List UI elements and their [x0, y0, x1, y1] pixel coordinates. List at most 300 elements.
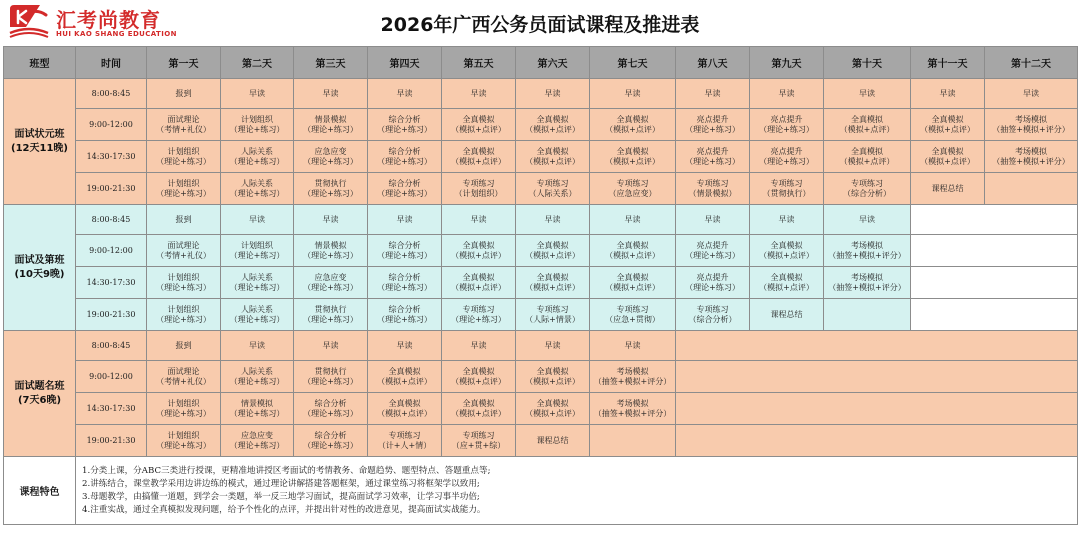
session-detail: （理论+练习）: [685, 156, 740, 166]
session-topic: 全真模拟: [536, 146, 569, 156]
session-cell: [294, 141, 368, 173]
session-topic: 早读: [470, 214, 487, 224]
session-cell: [676, 205, 750, 235]
session-topic: 全真模拟: [931, 146, 964, 156]
session-cell: [750, 79, 824, 109]
schedule-row: [4, 173, 1078, 205]
session-cell: [824, 299, 911, 331]
session-detail: （理论+练习）: [156, 440, 211, 450]
session-cell: [442, 109, 516, 141]
session-cell: [590, 141, 676, 173]
session-detail: （模拟+点评）: [920, 156, 975, 166]
header-day: 第十一天: [911, 47, 985, 79]
session-cell: [368, 235, 442, 267]
session-topic: 早读: [624, 214, 641, 224]
session-cell: [147, 299, 221, 331]
header-day: 第十天: [824, 47, 911, 79]
session-cell: [442, 299, 516, 331]
session-cell: [590, 205, 676, 235]
session-topic: 早读: [544, 214, 561, 224]
session-topic: 早读: [396, 88, 413, 98]
session-topic: 早读: [859, 88, 875, 98]
session-detail: （模拟+点评）: [451, 156, 506, 166]
session-detail: （理论+练习）: [303, 188, 358, 198]
feature-line: 2.讲练结合，课堂教学采用边讲边练的模式，通过理论讲解搭建答题框架，通过课堂练习将框架学以致用;: [82, 478, 480, 489]
session-detail: （计+人+情）: [377, 440, 432, 450]
feature-line: 4.注重实战，通过全真模拟发现问题，给予个性化的点评，并提出针对性的改进意见，提高面试实战能力。: [82, 504, 486, 515]
schedule-row: [4, 109, 1078, 141]
session-cell: [442, 361, 516, 393]
features-row: [4, 457, 1078, 525]
session-topic: 课程总结: [770, 309, 803, 319]
session-cell: [368, 79, 442, 109]
session-topic: 亮点提升: [770, 146, 803, 156]
session-topic: 专项练习: [462, 430, 495, 440]
session-topic: 计划组织: [167, 146, 200, 156]
session-detail: （模拟+点评）: [377, 408, 432, 418]
session-topic: 早读: [624, 88, 641, 98]
session-cell: [442, 205, 516, 235]
session-detail: （理论+练习）: [377, 156, 432, 166]
header-day: 第二天: [221, 47, 294, 79]
time-slot: 9:00-12:00: [76, 109, 147, 141]
session-detail: （抽签+模拟+评分）: [828, 282, 906, 292]
session-topic: 早读: [322, 340, 339, 350]
session-detail: （理论+练习）: [156, 188, 211, 198]
session-cell: [750, 267, 824, 299]
session-topic: 全真模拟: [462, 366, 495, 376]
session-topic: 早读: [544, 88, 561, 98]
session-detail: （模拟+点评）: [605, 124, 660, 134]
session-cell: [221, 361, 294, 393]
session-topic: 综合分析: [388, 178, 421, 188]
session-topic: 早读: [470, 88, 487, 98]
time-slot: 19:00-21:30: [76, 299, 147, 331]
session-cell: [368, 267, 442, 299]
session-detail: （模拟+点评）: [451, 408, 506, 418]
session-detail: （模拟+点评）: [451, 282, 506, 292]
session-topic: 人际关系: [241, 146, 273, 156]
schedule-row: [4, 205, 1078, 235]
session-cell: [147, 425, 221, 457]
header-class-type: 班型: [4, 47, 76, 79]
session-cell: [676, 299, 750, 331]
session-topic: 全真模拟: [536, 366, 569, 376]
session-detail: （模拟+点评）: [525, 408, 580, 418]
schedule-row: [4, 361, 1078, 393]
session-detail: （模拟+点评）: [920, 124, 975, 134]
session-detail: （模拟+点评）: [451, 376, 506, 386]
header-day: 第一天: [147, 47, 221, 79]
page-title: 2026年广西公务员面试课程及推进表: [380, 14, 700, 36]
session-detail: （理论+练习）: [303, 376, 358, 386]
header-time: 时间: [76, 47, 147, 79]
session-cell: [294, 425, 368, 457]
session-cell: [147, 267, 221, 299]
session-topic: 早读: [249, 214, 265, 224]
session-cell: [750, 299, 824, 331]
session-topic: 全真模拟: [536, 240, 569, 250]
session-topic: 全真模拟: [770, 272, 803, 282]
session-topic: 早读: [249, 88, 265, 98]
session-detail: （计划组织）: [454, 188, 503, 198]
time-slot: 14:30-17:30: [76, 141, 147, 173]
schedule-row: [4, 425, 1078, 457]
class-duration: (7天6晚): [17, 394, 62, 406]
schedule-row: [4, 393, 1078, 425]
session-topic: 专项练习: [696, 304, 729, 314]
session-cell: [824, 173, 911, 205]
session-topic: 计划组织: [167, 430, 200, 440]
session-cell: [516, 331, 590, 361]
session-detail: （理论+练习）: [156, 156, 211, 166]
logo-english-name: HUI KAO SHANG EDUCATION: [56, 30, 177, 38]
session-cell: [516, 141, 590, 173]
session-cell: [516, 393, 590, 425]
session-detail: （模拟+点评）: [525, 250, 580, 260]
session-cell: [676, 267, 750, 299]
session-cell: [294, 393, 368, 425]
session-cell: [368, 425, 442, 457]
session-cell: [147, 141, 221, 173]
session-cell: [442, 173, 516, 205]
class-name-cell: [4, 79, 76, 205]
session-cell: [147, 173, 221, 205]
session-topic: 应急应变: [314, 272, 347, 282]
session-topic: 早读: [859, 214, 875, 224]
session-cell: [824, 205, 911, 235]
session-cell: [147, 361, 221, 393]
session-detail: （模拟+点评）: [605, 250, 660, 260]
schedule-row: [4, 235, 1078, 267]
session-topic: 早读: [322, 214, 339, 224]
session-cell: [516, 299, 590, 331]
session-cell: [294, 299, 368, 331]
session-cell: [442, 79, 516, 109]
session-cell: [221, 425, 294, 457]
session-topic: 考场模拟: [1015, 114, 1047, 124]
session-cell: [147, 331, 221, 361]
session-topic: 应急应变: [241, 430, 273, 440]
session-cell: [368, 205, 442, 235]
session-topic: 课程总结: [931, 183, 964, 193]
session-topic: 全真模拟: [616, 146, 649, 156]
session-cell: [294, 109, 368, 141]
session-topic: 专项练习: [770, 178, 803, 188]
session-cell: [368, 173, 442, 205]
session-topic: 贯彻执行: [314, 304, 347, 314]
session-topic: 报到: [175, 88, 192, 98]
session-cell: [985, 79, 1078, 109]
session-topic: 面试理论: [167, 240, 200, 250]
session-topic: 人际关系: [241, 178, 273, 188]
schedule-table: [3, 46, 1078, 525]
session-topic: 报到: [175, 214, 192, 224]
empty-cell: [911, 205, 1078, 235]
session-cell: [590, 79, 676, 109]
session-detail: （应急+贯彻）: [605, 314, 660, 324]
session-topic: 全真模拟: [388, 366, 421, 376]
session-cell: [294, 331, 368, 361]
session-cell: [911, 173, 985, 205]
time-slot: 8:00-8:45: [76, 205, 147, 235]
session-topic: 计划组织: [241, 240, 273, 250]
session-cell: [516, 173, 590, 205]
header-day: 第七天: [590, 47, 676, 79]
time-slot: 19:00-21:30: [76, 173, 147, 205]
session-detail: （理论+练习）: [759, 124, 814, 134]
session-cell: [294, 267, 368, 299]
session-topic: 早读: [322, 88, 339, 98]
session-topic: 早读: [704, 214, 721, 224]
session-detail: （理论+练习）: [759, 156, 814, 166]
session-topic: 全真模拟: [462, 146, 495, 156]
session-detail: （综合分析）: [843, 188, 891, 198]
session-detail: （理论+练习）: [229, 408, 285, 418]
session-topic: 全真模拟: [462, 398, 495, 408]
session-cell: [294, 205, 368, 235]
empty-cell: [911, 235, 1078, 267]
session-cell: [590, 393, 676, 425]
session-detail: （理论+练习）: [451, 314, 506, 324]
session-detail: （理论+练习）: [685, 282, 740, 292]
session-detail: （理论+练习）: [303, 408, 358, 418]
schedule-row: [4, 331, 1078, 361]
session-topic: 面试理论: [167, 366, 200, 376]
session-topic: 专项练习: [388, 430, 421, 440]
session-detail: （考情+礼仪）: [156, 250, 211, 260]
empty-cell: [676, 361, 1078, 393]
session-topic: 早读: [704, 88, 721, 98]
session-cell: [516, 109, 590, 141]
session-cell: [516, 205, 590, 235]
session-detail: （抽签+模拟+评分）: [593, 408, 672, 418]
session-topic: 全真模拟: [931, 114, 964, 124]
session-detail: （理论+练习）: [229, 314, 285, 324]
session-cell: [221, 393, 294, 425]
session-detail: （理论+练习）: [229, 282, 285, 292]
session-cell: [590, 425, 676, 457]
session-detail: （考情+礼仪）: [156, 124, 211, 134]
features-body: [76, 457, 1078, 525]
session-topic: 全真模拟: [616, 240, 649, 250]
session-cell: [676, 173, 750, 205]
session-detail: （抽签+模拟+评分）: [828, 250, 906, 260]
session-topic: 早读: [624, 340, 641, 350]
session-cell: [442, 393, 516, 425]
session-cell: [221, 141, 294, 173]
session-cell: [824, 235, 911, 267]
session-topic: 早读: [778, 214, 795, 224]
session-topic: 贯彻执行: [314, 366, 347, 376]
session-cell: [590, 299, 676, 331]
header-day: 第六天: [516, 47, 590, 79]
session-topic: 全真模拟: [536, 114, 569, 124]
session-topic: 课程总结: [536, 435, 569, 445]
schedule-row: [4, 299, 1078, 331]
header-day: 第三天: [294, 47, 368, 79]
header-day: 第十二天: [985, 47, 1078, 79]
session-topic: 计划组织: [167, 304, 200, 314]
class-name-cell: [4, 205, 76, 331]
class-duration: (12天11晚): [11, 142, 68, 154]
session-cell: [294, 235, 368, 267]
session-topic: 综合分析: [314, 398, 347, 408]
session-topic: 计划组织: [241, 114, 273, 124]
session-detail: （人际关系）: [528, 188, 577, 198]
session-topic: 全真模拟: [536, 398, 569, 408]
session-detail: （理论+练习）: [303, 124, 358, 134]
session-cell: [368, 299, 442, 331]
schedule-row: [4, 267, 1078, 299]
session-topic: 贯彻执行: [314, 178, 347, 188]
session-topic: 全真模拟: [616, 272, 649, 282]
session-detail: （抽签+模拟+评分）: [593, 376, 672, 386]
session-topic: 综合分析: [314, 430, 347, 440]
session-topic: 综合分析: [388, 146, 421, 156]
session-detail: （模拟+点评）: [525, 376, 580, 386]
empty-cell: [676, 425, 1078, 457]
session-topic: 情景模拟: [314, 114, 347, 124]
session-detail: （理论+练习）: [156, 408, 211, 418]
session-topic: 全真模拟: [536, 272, 569, 282]
session-topic: 亮点提升: [696, 146, 729, 156]
session-topic: 全真模拟: [462, 272, 495, 282]
session-detail: （理论+练习）: [377, 124, 432, 134]
session-topic: 情景模拟: [241, 398, 273, 408]
session-cell: [590, 361, 676, 393]
session-detail: （理论+练习）: [156, 314, 211, 324]
session-topic: 人际关系: [241, 366, 273, 376]
session-detail: （模拟+点评）: [759, 282, 814, 292]
session-topic: 计划组织: [167, 178, 200, 188]
session-cell: [442, 267, 516, 299]
session-detail: （模拟+点评）: [839, 156, 895, 166]
schedule-row: [4, 79, 1078, 109]
session-detail: （模拟+点评）: [377, 376, 432, 386]
session-cell: [368, 109, 442, 141]
session-detail: （模拟+点评）: [525, 282, 580, 292]
session-topic: 报到: [175, 340, 192, 350]
session-cell: [221, 173, 294, 205]
session-detail: （理论+练习）: [377, 188, 432, 198]
session-topic: 应急应变: [314, 146, 347, 156]
session-detail: （理论+练习）: [229, 250, 285, 260]
session-cell: [442, 425, 516, 457]
schedule-row: [4, 141, 1078, 173]
session-detail: （理论+练习）: [685, 124, 740, 134]
session-cell: [750, 173, 824, 205]
session-cell: [221, 109, 294, 141]
session-detail: （应急应变）: [608, 188, 657, 198]
time-slot: 9:00-12:00: [76, 235, 147, 267]
session-detail: （理论+练习）: [377, 282, 432, 292]
session-detail: （抽签+模拟+评分）: [992, 156, 1070, 166]
session-topic: 人际关系: [241, 272, 273, 282]
session-topic: 考场模拟: [1015, 146, 1047, 156]
session-topic: 情景模拟: [314, 240, 347, 250]
empty-cell: [676, 331, 1078, 361]
session-detail: （理论+练习）: [377, 250, 432, 260]
session-detail: （考情+礼仪）: [156, 376, 211, 386]
empty-cell: [911, 267, 1078, 299]
session-cell: [750, 205, 824, 235]
session-detail: （理论+练习）: [229, 156, 285, 166]
session-topic: 亮点提升: [696, 272, 729, 282]
session-topic: 计划组织: [167, 398, 200, 408]
session-cell: [590, 173, 676, 205]
header-day: 第四天: [368, 47, 442, 79]
session-cell: [985, 109, 1078, 141]
session-cell: [590, 235, 676, 267]
session-detail: （综合分析）: [688, 314, 737, 324]
session-cell: [911, 141, 985, 173]
session-topic: 专项练习: [616, 178, 649, 188]
session-detail: （理论+练习）: [229, 376, 285, 386]
empty-cell: [676, 393, 1078, 425]
session-topic: 专项练习: [462, 304, 495, 314]
session-detail: （抽签+模拟+评分）: [992, 124, 1070, 134]
feature-line: 3.母题教学，由搞懂一道题，到学会一类题，举一反三地学习面试，提高面试学习效率，让学习事半功倍;: [82, 491, 480, 502]
session-detail: （理论+练习）: [303, 314, 358, 324]
session-cell: [824, 109, 911, 141]
session-cell: [368, 393, 442, 425]
session-detail: （模拟+点评）: [839, 124, 895, 134]
header-row: [4, 47, 1078, 79]
logo-name: 汇考尚教育: [56, 8, 161, 32]
session-topic: 亮点提升: [696, 240, 729, 250]
session-topic: 考场模拟: [616, 366, 649, 376]
session-cell: [750, 109, 824, 141]
session-topic: 综合分析: [388, 240, 421, 250]
session-topic: 专项练习: [851, 178, 883, 188]
session-cell: [590, 109, 676, 141]
session-detail: （情景模拟）: [688, 188, 737, 198]
session-detail: （模拟+点评）: [451, 250, 506, 260]
class-name-cell: [4, 331, 76, 457]
session-topic: 计划组织: [167, 272, 200, 282]
session-cell: [221, 331, 294, 361]
session-cell: [676, 79, 750, 109]
session-topic: 早读: [939, 88, 956, 98]
session-topic: 全真模拟: [851, 146, 883, 156]
session-topic: 面试理论: [167, 114, 200, 124]
session-topic: 早读: [396, 214, 413, 224]
session-cell: [221, 79, 294, 109]
session-cell: [442, 235, 516, 267]
session-topic: 专项练习: [462, 178, 495, 188]
session-detail: （模拟+点评）: [525, 156, 580, 166]
session-cell: [516, 79, 590, 109]
session-topic: 早读: [544, 340, 561, 350]
session-cell: [911, 79, 985, 109]
session-cell: [676, 235, 750, 267]
class-name: 面试题名班: [14, 380, 65, 392]
session-cell: [824, 79, 911, 109]
session-detail: （模拟+点评）: [605, 156, 660, 166]
class-duration: (10天9晚): [14, 268, 65, 280]
session-cell: [676, 109, 750, 141]
class-name: 面试状元班: [14, 128, 65, 140]
time-slot: 9:00-12:00: [76, 361, 147, 393]
session-topic: 考场模拟: [851, 272, 883, 282]
session-topic: 考场模拟: [616, 398, 649, 408]
session-topic: 早读: [396, 340, 413, 350]
session-detail: （理论+练习）: [303, 282, 358, 292]
session-topic: 早读: [1023, 88, 1039, 98]
time-slot: 8:00-8:45: [76, 79, 147, 109]
session-cell: [516, 267, 590, 299]
